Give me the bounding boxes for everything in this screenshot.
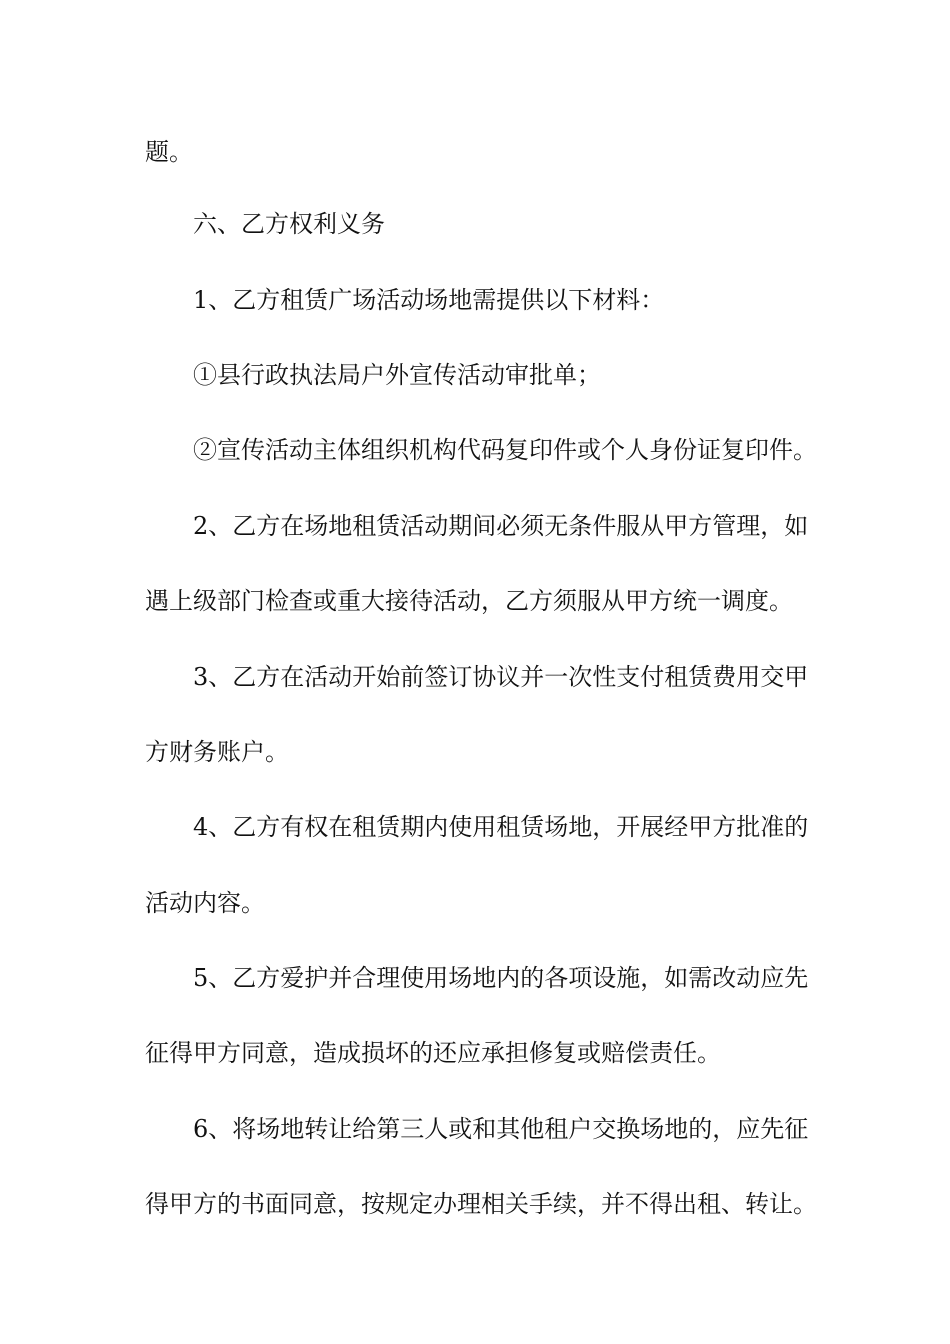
clause-6-line-1: 6、将场地转让给第三人或和其他租户交换场地的，应先征 [193,1115,809,1143]
clause-2-line-1: 2、乙方在场地租赁活动期间必须无条件服从甲方管理，如 [193,512,809,540]
section-heading: 六、乙方权利义务 [193,210,385,238]
clause-1-line: 1、乙方租赁广场活动场地需提供以下材料： [193,286,665,314]
clause-4-line-1: 4、乙方有权在租赁期内使用租赁场地，开展经甲方批准的 [193,813,809,841]
paragraph-continuation-line: 题。 [145,138,193,166]
clause-3-line-1: 3、乙方在活动开始前签订协议并一次性支付租赁费用交甲 [193,663,809,691]
clause-3-line-2: 方财务账户。 [145,738,289,766]
clause-4-line-2: 活动内容。 [145,889,265,917]
clause-2-line-2: 遇上级部门检查或重大接待活动，乙方须服从甲方统一调度。 [145,587,793,615]
clause-5-line-1: 5、乙方爱护并合理使用场地内的各项设施，如需改动应先 [193,964,809,992]
clause-6-line-2: 得甲方的书面同意，按规定办理相关手续，并不得出租、转让。 [145,1190,817,1218]
clause-1-item-2: ②宣传活动主体组织机构代码复印件或个人身份证复印件。 [193,436,817,464]
clause-1-item-1: ①县行政执法局户外宣传活动审批单； [193,361,601,389]
clause-5-line-2: 征得甲方同意，造成损坏的还应承担修复或赔偿责任。 [145,1039,721,1067]
